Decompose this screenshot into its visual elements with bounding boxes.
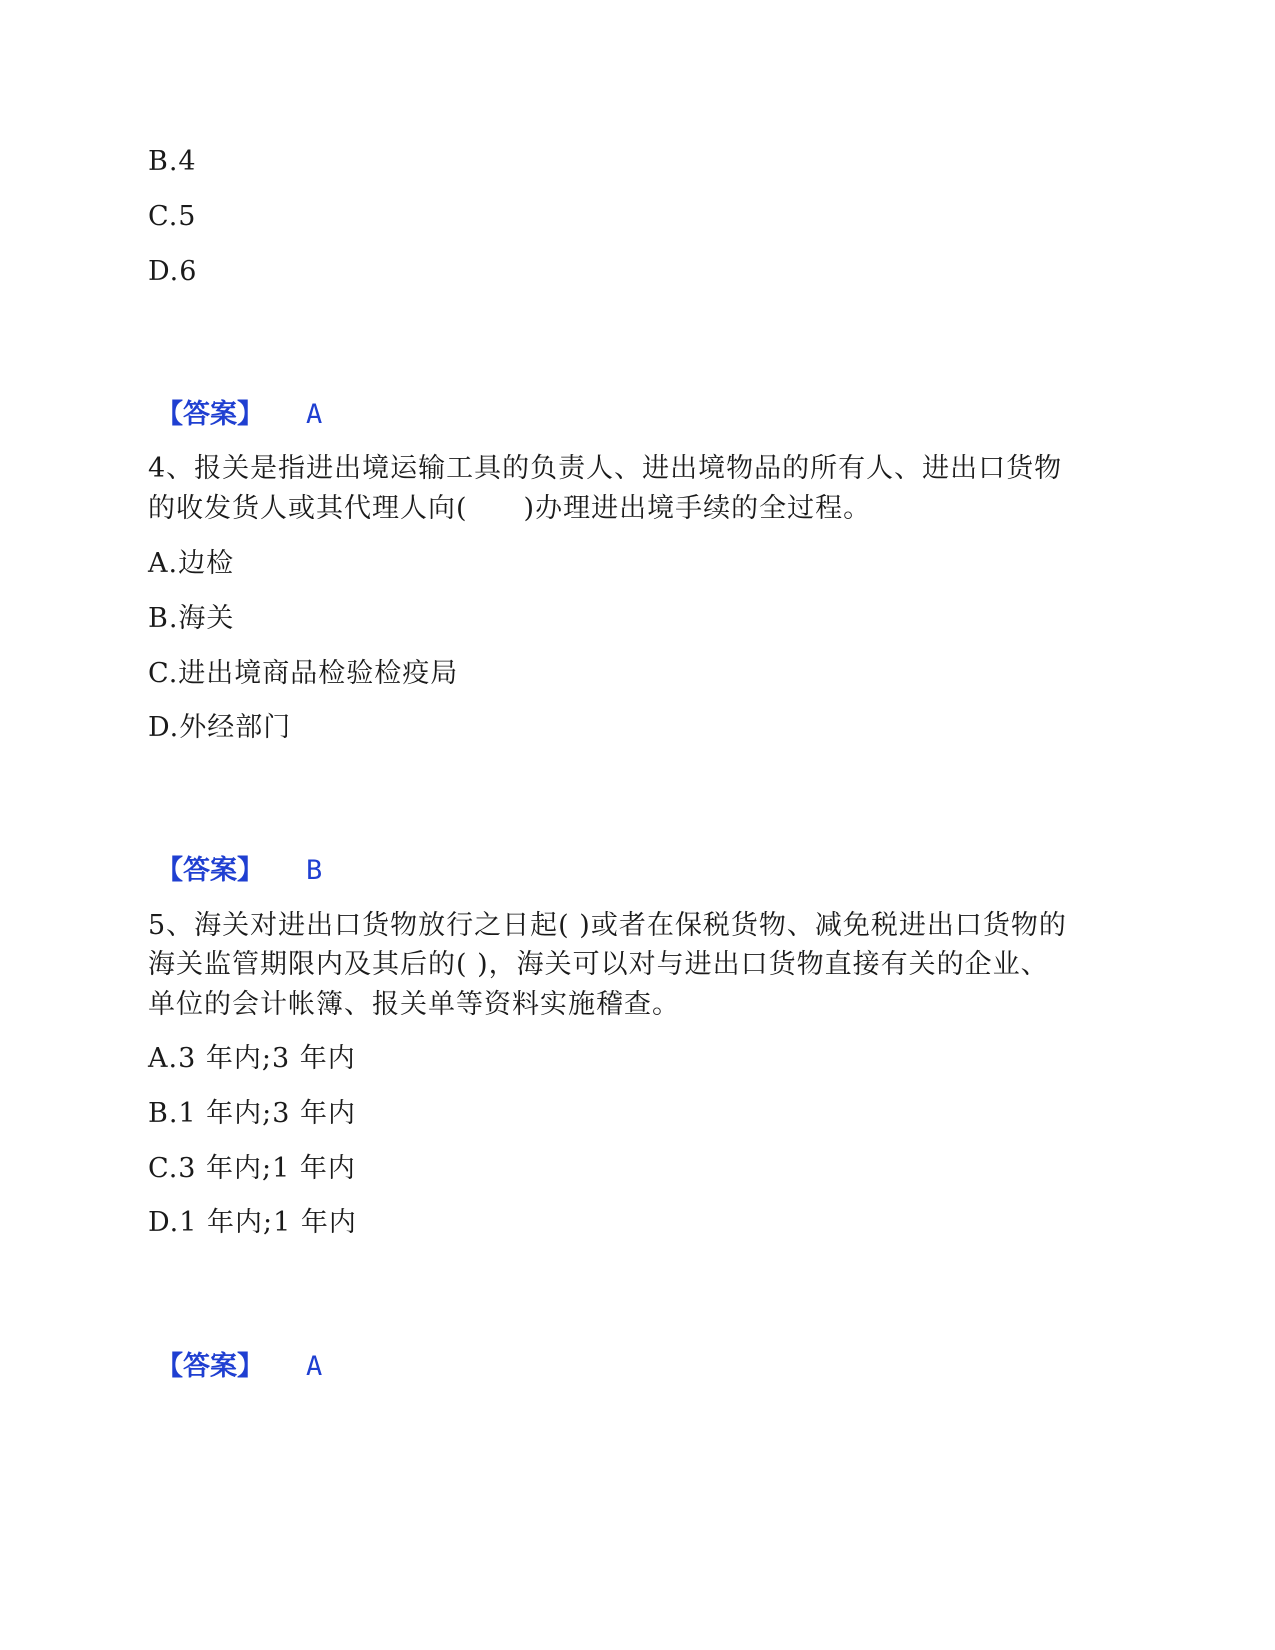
q3-option-c: C.5 (148, 201, 197, 232)
q4-option-c: C.进出境商品检验检疫局 (148, 658, 459, 689)
q4-stem-line-2: 的收发货人或其代理人向( )办理进出境手续的全过程。 (148, 493, 872, 524)
answer-value: A (306, 399, 323, 430)
q5-option-d: D.1 年内;1 年内 (148, 1207, 357, 1238)
answer-value: A (306, 1351, 323, 1382)
q4-option-a: A.边检 (148, 548, 235, 579)
q4-option-d: D.外经部门 (148, 712, 292, 743)
q3-option-b: B.4 (148, 146, 197, 177)
q5-option-b: B.1 年内;3 年内 (148, 1098, 357, 1129)
answer-5 (156, 1347, 322, 1387)
q3-option-d: D.6 (148, 256, 198, 287)
answer-value: B (306, 855, 323, 886)
q4-option-b: B.海关 (148, 603, 235, 634)
q5-option-a: A.3 年内;3 年内 (148, 1043, 356, 1074)
q5-option-c: C.3 年内;1 年内 (148, 1153, 356, 1184)
q5-stem-line-1: 5、海关对进出口货物放行之日起( )或者在保税货物、减免税进出口货物的 (148, 910, 1067, 941)
q5-stem-line-3: 单位的会计帐簿、报关单等资料实施稽查。 (148, 989, 680, 1020)
answer-3 (156, 395, 322, 435)
q4-stem-line-1: 4、报关是指进出境运输工具的负责人、进出境物品的所有人、进出口货物 (148, 453, 1063, 484)
answer-label: 【答案】 (156, 399, 264, 430)
answer-label: 【答案】 (156, 1351, 264, 1382)
answer-4 (156, 851, 322, 891)
answer-label: 【答案】 (156, 855, 264, 886)
q5-stem-line-2: 海关监管期限内及其后的( )，海关可以对与进出口货物直接有关的企业、 (148, 949, 1049, 980)
